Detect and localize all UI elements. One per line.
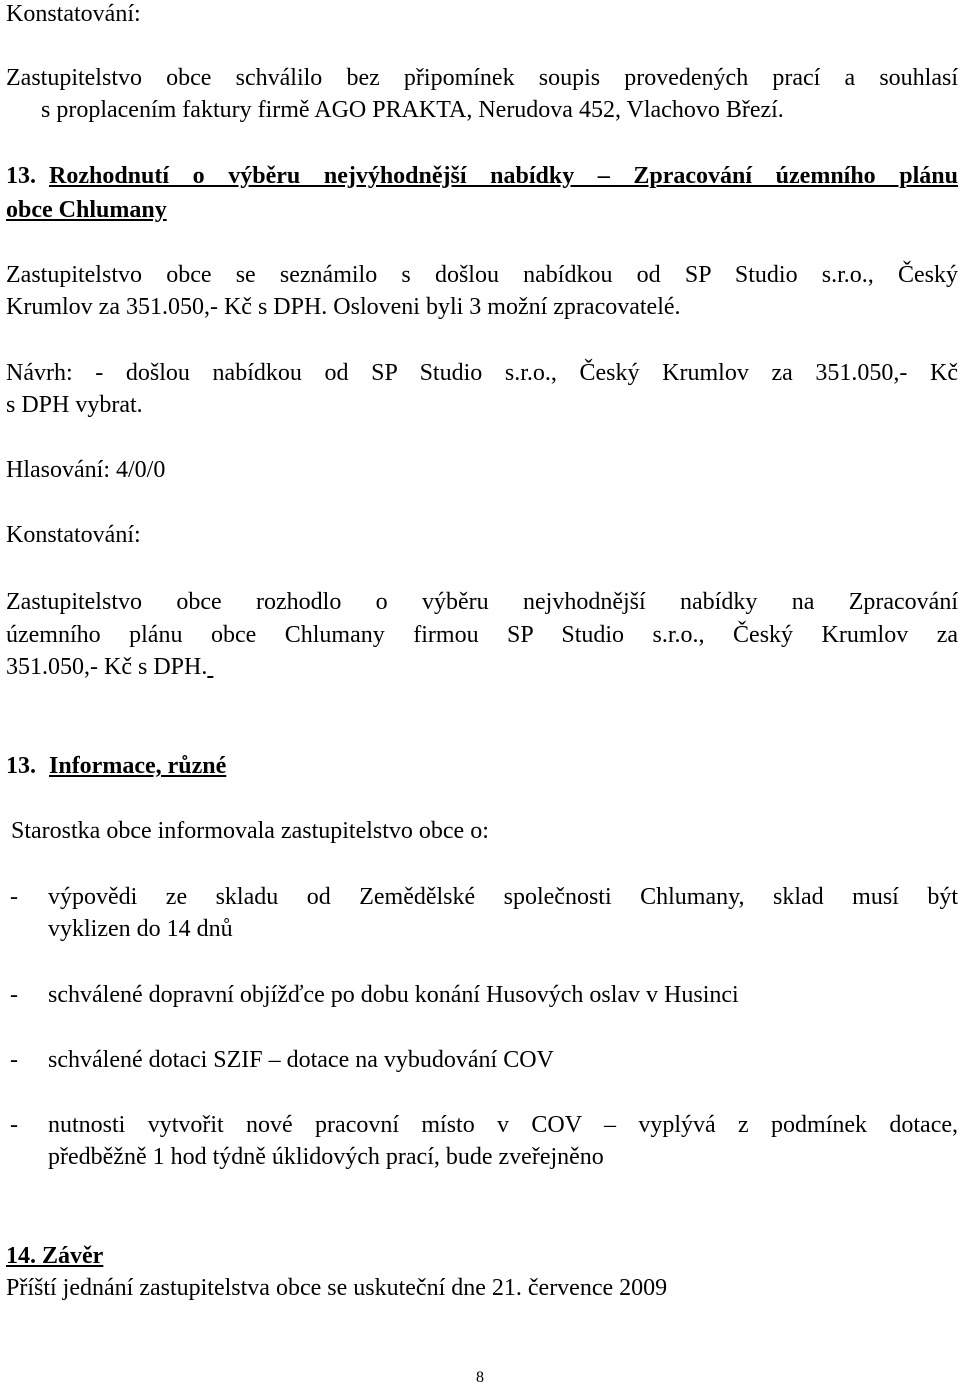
- zast-approval-line-1: Zastupitelstvo obce schválilo bez připomínek soupis provedených prací a souhlasí: [6, 65, 958, 91]
- hlasovani: Hlasování: 4/0/0: [6, 457, 166, 483]
- page-number: 8: [476, 1369, 484, 1386]
- list-item-text-line-1: výpovědi ze skladu od Zemědělské společnosti Chlumany, sklad musí být: [48, 884, 958, 910]
- section-13a-title-line-2: obce Chlumany: [6, 197, 167, 223]
- navrh-line-1: Návrh: - došlou nabídkou od SP Studio s.r.o., Český Krumlov za 351.050,- Kč: [6, 360, 958, 386]
- section-13b-number: 13.: [6, 753, 36, 779]
- zast-approval-line-2: s proplacením faktury firmě AGO PRAKTA, Nerudova 452, Vlachovo Březí.: [41, 97, 784, 123]
- zast-decision-line-1: Zastupitelstvo obce rozhodlo o výběru nejvhodnější nabídky na Zpracování: [6, 589, 958, 615]
- list-item: [0, 881, 958, 945]
- zast-offer-line-1: Zastupitelstvo obce se seznámilo s došlou nabídkou od SP Studio s.r.o., Český: [6, 262, 958, 288]
- list-dash: -: [10, 982, 18, 1008]
- zast-decision-line-3: 351.050,- Kč s DPH.: [6, 654, 208, 680]
- list-dash: -: [10, 884, 18, 910]
- list-item-text-line-2: předběžně 1 hod týdně úklidových prací, bude zveřejněno: [48, 1144, 604, 1170]
- list-item-text-line-2: vyklizen do 14 dnů: [48, 916, 233, 942]
- list-item-text-line-1: nutnosti vytvořit nové pracovní místo v COV – vyplývá z podmínek dotace,: [48, 1112, 958, 1138]
- konstatovani-label-2: Konstatování:: [6, 522, 141, 548]
- next-meeting: Příští jednání zastupitelstva obce se uskuteční dne 21. července 2009: [6, 1275, 668, 1301]
- list-dash: -: [10, 1047, 18, 1073]
- list-item-text: schválené dopravní objížďce po dobu konání Husových oslav v Husinci: [48, 982, 739, 1008]
- section-13b-title: Informace, různé: [49, 753, 227, 779]
- section-13a-number: 13.: [6, 163, 36, 189]
- list-dash: -: [10, 1112, 18, 1138]
- zast-offer-line-2: Krumlov za 351.050,- Kč s DPH. Osloveni byli 3 možní zpracovatelé.: [6, 294, 681, 320]
- zast-decision-line-2: územního plánu obce Chlumany firmou SP Studio s.r.o., Český Krumlov za: [6, 622, 958, 648]
- list-item: [0, 1109, 958, 1173]
- konstatovani-label: Konstatování:: [6, 1, 141, 27]
- section-14-heading: 14. Závěr: [6, 1243, 104, 1269]
- navrh-line-2: s DPH vybrat.: [6, 392, 143, 418]
- list-item: [0, 979, 958, 1011]
- list-item-text: schválené dotaci SZIF – dotace na vybudování COV: [48, 1047, 554, 1073]
- list-item: [0, 1044, 958, 1076]
- starostka-intro: Starostka obce informovala zastupitelstvo obce o:: [11, 818, 489, 844]
- section-13a-title-line-1: Rozhodnutí o výběru nejvýhodnější nabídky – Zpracování územního plánu: [49, 163, 958, 189]
